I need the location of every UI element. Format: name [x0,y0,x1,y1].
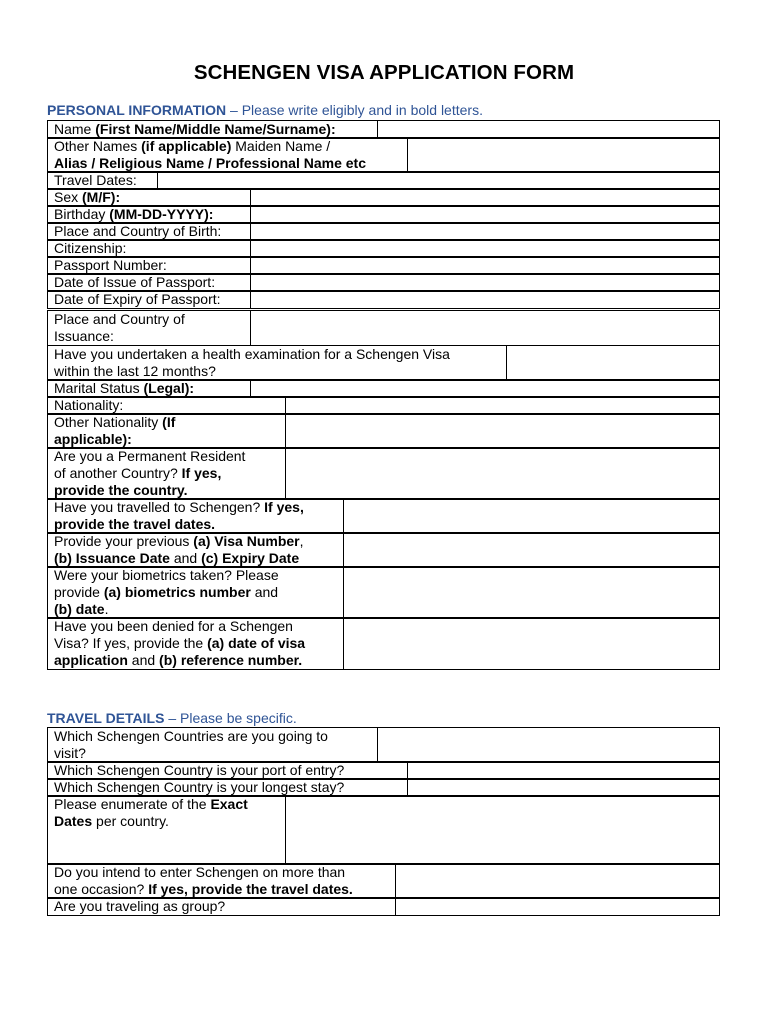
label-text: (b) Issuance Date [54,550,170,566]
travel-heading-instruction: – Please be specific. [164,710,297,726]
label-text: Other Nationality [54,414,163,430]
personal-field-label [48,380,251,397]
personal-answer-cell[interactable] [344,618,719,669]
travel-field-label [48,762,408,779]
travel-field-label [48,864,396,898]
label-text: Sex [54,189,83,205]
label-text: and [169,550,202,566]
label-text: Exact [210,796,248,812]
label-text: Which Schengen Country is your longest stay? [54,779,345,795]
label-text: Citizenship: [54,240,127,256]
label-text: Have you undertaken a health examination for a Schengen Visa [54,346,450,362]
label-text: provide [54,584,104,600]
label-text: Issuance: [54,328,114,344]
label-text: Provide your previous [54,533,194,549]
label-text: within the last 12 months? [54,363,216,379]
label-text: Date of Issue of Passport: [54,274,216,290]
label-text: (M/F): [82,189,121,205]
label-text: Nationality: [54,397,124,413]
personal-answer-cell[interactable] [251,291,719,308]
label-text: (b) date [54,601,105,617]
label-text: visit? [54,745,86,761]
personal-field-label [48,189,251,206]
personal-row [47,413,720,449]
personal-answer-cell[interactable] [158,172,719,189]
personal-field-label [48,172,158,189]
personal-field-label [48,533,344,567]
personal-field-label [48,414,286,448]
personal-row [47,290,720,309]
travel-field-label [48,796,286,864]
label-text: provide the travel dates. [54,516,216,532]
label-text: (a) biometrics number [103,584,251,600]
personal-field-label [48,397,286,414]
travel-row [47,795,720,865]
form-title: SCHENGEN VISA APPLICATION FORM [193,61,575,84]
label-text: of another Country? [54,465,182,481]
personal-field-label [48,138,408,172]
label-text: Have you travelled to Schengen? [54,499,265,515]
personal-row [47,566,720,619]
label-text: Other Names [54,138,142,154]
label-text: (c) Expiry Date [201,550,300,566]
personal-answer-cell[interactable] [286,414,719,448]
label-text: Which Schengen Country is your port of entry? [54,762,345,778]
label-text: Are you traveling as group? [54,898,226,914]
personal-answer-cell[interactable] [251,274,719,291]
personal-field-label [48,223,251,240]
personal-field-label [48,618,344,669]
label-text: (Legal): [143,380,195,396]
travel-row [47,863,720,899]
personal-row [47,617,720,670]
label-text: Visa? If yes, provide the [54,635,208,651]
label-text: . [104,601,109,617]
personal-field-label [48,567,344,618]
label-text: Which Schengen Countries are you going to [54,728,328,744]
personal-answer-cell[interactable] [251,257,719,274]
label-text: If yes, provide the travel dates. [148,881,353,897]
personal-answer-cell[interactable] [251,240,719,257]
travel-row [47,897,720,916]
label-text: (a) date of visa [207,635,306,651]
personal-field-label [48,448,286,499]
travel-field-label [48,779,408,796]
personal-row [47,498,720,534]
label-text: Please enumerate of the [54,796,211,812]
travel-details-heading [47,710,297,726]
label-text: (if applicable) [141,138,232,154]
label-text: Date of Expiry of Passport: [54,291,221,307]
label-text: per country. [92,813,169,829]
label-text: Are you a Permanent Resident [54,448,246,464]
personal-field-label [48,346,507,380]
label-text: Were your biometrics taken? Please [54,567,279,583]
personal-answer-cell[interactable] [251,189,719,206]
travel-answer-cell[interactable] [396,864,719,898]
personal-answer-cell[interactable] [344,533,719,567]
personal-answer-cell[interactable] [251,206,719,223]
personal-field-label [48,240,251,257]
label-text: Marital Status [54,380,144,396]
travel-answer-cell[interactable] [396,898,719,915]
label-text: applicable): [54,431,132,447]
label-text: Alias / Religious Name / Professional Name etc [54,155,366,171]
personal-row [47,532,720,568]
personal-row [47,345,720,381]
personal-answer-cell[interactable] [251,223,719,240]
label-text: provide the country. [54,482,188,498]
label-text: (MM-DD-YYYY): [109,206,214,222]
travel-field-label [48,728,378,762]
label-text: Dates [54,813,93,829]
label-text: (If [162,414,176,430]
label-text: one occasion? [54,881,149,897]
personal-answer-cell[interactable] [286,448,719,499]
label-text: If yes, [181,465,222,481]
travel-answer-cell[interactable] [378,728,719,762]
personal-field-label [48,311,251,345]
personal-answer-cell[interactable] [507,346,719,380]
personal-row [47,310,720,346]
travel-heading-label: TRAVEL DETAILS [47,710,165,726]
label-text: Place and Country of [54,311,185,327]
personal-answer-cell[interactable] [251,311,719,345]
personal-answer-cell[interactable] [344,499,719,533]
personal-field-label [48,206,251,223]
label-text: Birthday [54,206,110,222]
label-text: , [299,533,304,549]
personal-heading-label: PERSONAL INFORMATION [47,102,227,118]
label-text: Name [54,121,96,137]
label-text: Place and Country of Birth: [54,223,222,239]
label-text: Do you intend to enter Schengen on more than [54,864,346,880]
travel-field-label [48,898,396,915]
label-text: If yes, [264,499,304,515]
label-text: application [54,652,128,668]
personal-row [47,447,720,500]
personal-answer-cell[interactable] [378,121,719,138]
personal-field-label [48,499,344,533]
travel-row [47,727,720,763]
personal-answer-cell[interactable] [408,138,719,172]
travel-answer-cell[interactable] [286,796,719,864]
personal-row [47,137,720,173]
label-text: (a) Visa Number [193,533,300,549]
personal-information-heading [47,102,483,118]
label-text: Travel Dates: [54,172,137,188]
personal-field-label [48,291,251,308]
personal-field-label [48,257,251,274]
label-text: and [127,652,160,668]
personal-answer-cell[interactable] [251,380,719,397]
label-text: and [250,584,279,600]
personal-answer-cell[interactable] [344,567,719,618]
label-text: (b) reference number. [159,652,303,668]
label-text: Passport Number: [54,257,167,273]
personal-field-label [48,274,251,291]
personal-answer-cell[interactable] [286,397,719,414]
label-text: Have you been denied for a Schengen [54,618,293,634]
label-text: Maiden Name / [231,138,331,154]
personal-heading-instruction: – Please write eligibly and in bold letters. [226,102,483,118]
personal-field-label [48,121,378,138]
travel-answer-cell[interactable] [408,762,719,779]
travel-answer-cell[interactable] [408,779,719,796]
label-text: (First Name/Middle Name/Surname): [95,121,336,137]
